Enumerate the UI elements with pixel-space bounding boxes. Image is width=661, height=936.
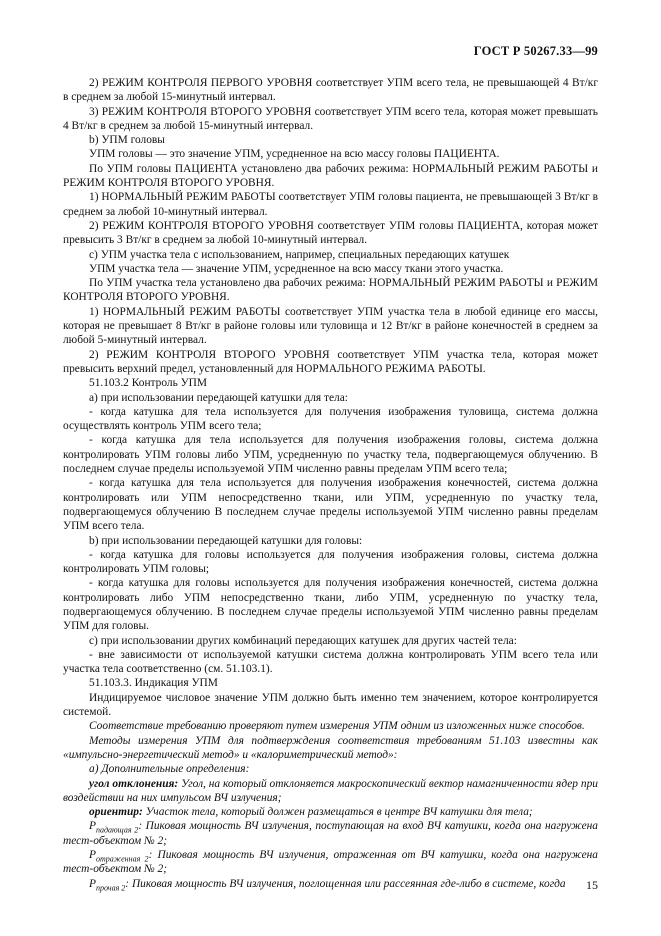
power-definition (63, 848, 598, 877)
power-subscript: прочая 2 (95, 882, 126, 892)
paragraph: УПМ головы — это значение УПМ, усредненное на всю массу головы ПАЦИЕНТА. (89, 148, 500, 161)
section-heading: 51.103.3. Индикация УПМ (89, 677, 218, 690)
paragraph: 3) РЕЖИМ КОНТРОЛЯ ВТОРОГО УРОВНЯ соответствует УПМ всего тела, которая может превышать 4 Вт/кг в среднем за любой 15-минутный интервал. (63, 105, 598, 132)
paragraph: - когда катушка для тела используется для получения изображения туловища, система должна осуществлять контроль УПМ всего тела; (63, 405, 598, 433)
power-text: : Пиковая мощность ВЧ излучения, поглощенная или рассеянная где-либо в системе, когда (125, 877, 566, 890)
paragraph: 2) РЕЖИМ КОНТРОЛЯ ВТОРОГО УРОВНЯ соответствует УПМ участка тела, которая может превысить верхний предел, установленный для НОРМАЛЬНОГО РЕЖИМА РАБОТЫ. (63, 348, 598, 375)
paragraph: Индицируемое числовое значение УПМ должно быть именно тем значением, которое контролируется системой. (63, 691, 598, 719)
definitions-heading: а) Дополнительные определения: (89, 763, 250, 776)
definition-text: Угол, на который отклоняется макроскопический вектор намагниченности ядер при воздействии на них импульсом ВЧ излучения; (63, 777, 598, 804)
paragraph: 2) РЕЖИМ КОНТРОЛЯ ПЕРВОГО УРОВНЯ соответствует УПМ всего тела, не превышающей 4 Вт/кг в среднем за любой 15-минутный интервал. (63, 77, 598, 104)
paragraph: 1) НОРМАЛЬНЫЙ РЕЖИМ РАБОТЫ соответствует УПМ головы пациента, не превышающей 3 Вт/кг в среднем за любой 10-минутный интервал. (63, 191, 598, 218)
power-subscript: отраженная 2 (95, 854, 149, 864)
paragraph: b) при использовании передающей катушки для головы: (89, 534, 363, 547)
section-heading: 51.103.2 Контроль УПМ (89, 377, 208, 390)
power-symbol: P (89, 849, 96, 862)
power-definition (63, 819, 598, 848)
paragraph: а) при использовании передающей катушки для тела: (89, 391, 348, 404)
paragraph: c) при использовании других комбинаций передающих катушек для других частей тела: (89, 634, 517, 647)
paragraph: - когда катушка для тела используется для получения изображения конечностей, система должна контролировать или УПМ непосредственно ткани, или УПМ, усредненную по участку тела, подвергающемуся облучению В последнем случае пределы используемой УПМ численно равны пределам УПМ всего тела. (63, 477, 598, 533)
paragraph: b) УПМ головы (89, 134, 165, 147)
definition-item (63, 777, 598, 806)
page-number: 15 (586, 878, 598, 892)
power-definition (63, 877, 598, 891)
document-header: ГОСТ Р 50267.33—99 (473, 44, 598, 58)
document-body (63, 76, 598, 891)
paragraph: 1) НОРМАЛЬНЫЙ РЕЖИМ РАБОТЫ соответствует УПМ участка тела в любой единице его массы, которая не превышает 8 Вт/кг в районе головы или туловища и 12 Вт/кг в районе конечностей в среднем за любой 5-минутный интервал. (63, 305, 598, 347)
definition-term: угол отклонения: (89, 777, 179, 790)
power-text: : Пиковая мощность ВЧ излучения, отраженная от ВЧ катушки, когда она нагружена тест-объектом № 2; (63, 849, 598, 876)
paragraph: 2) РЕЖИМ КОНТРОЛЯ ВТОРОГО УРОВНЯ соответствует УПМ головы ПАЦИЕНТА, которая может превысить 3 Вт/кг в среднем за любой 10-минутный интервал. (63, 219, 598, 247)
power-symbol: P (89, 820, 96, 833)
paragraph: По УПМ участка тела установлено два рабочих режима: НОРМАЛЬНЫЙ РЕЖИМ РАБОТЫ и РЕЖИМ КОНТРОЛЯ ВТОРОГО УРОВНЯ. (63, 277, 598, 304)
paragraph: - когда катушка для головы используется для получения изображения головы, система должна контролировать УПМ головы; (63, 548, 598, 576)
power-subscript: падающая 2 (95, 825, 139, 835)
paragraph: - когда катушка для тела используется для получения изображения головы, система должна контролировать УПМ головы либо УПМ, усредненную по участку тела, подвергающемуся облучению. В последнем случае пределы используемой УПМ численно равны пределам УПМ всего тела; (63, 434, 598, 476)
paragraph: - когда катушка для головы используется для получения изображения конечностей, система должна контролировать либо УПМ непосредственно ткани, либо УПМ, усредненную по участку тела, подвергающемуся облучению. В последнем случае пределы используемой УПМ численно равны пределам УПМ для головы. (63, 577, 598, 633)
definition-item (63, 805, 598, 819)
method-note: Методы измерения УПМ для подтверждения соответствия требованиям 51.103 известны как «импульсно-энергетический метод» и «калориметрический метод»: (63, 734, 598, 761)
paragraph: По УПМ головы ПАЦИЕНТА установлено два рабочих режима: НОРМАЛЬНЫЙ РЕЖИМ РАБОТЫ и РЕЖИМ КОНТРОЛЯ ВТОРОГО УРОВНЯ. (63, 162, 598, 190)
power-text: : Пиковая мощность ВЧ излучения, поступающая на вход ВЧ катушки, когда она нагружена тест-объектом № 2; (63, 820, 598, 847)
definition-text: Участок тела, который должен размещаться в центре ВЧ катушки для тела; (142, 806, 533, 819)
paragraph: c) УПМ участка тела с использованием, например, специальных передающих катушек (89, 248, 510, 261)
compliance-note: Соответствие требованию проверяют путем измерения УПМ одним из изложенных ниже способов. (89, 720, 585, 733)
power-symbol: P (89, 877, 96, 890)
definition-term: ориентир: (89, 806, 143, 819)
paragraph: УПМ участка тела — значение УПМ, усредненное на всю массу ткани этого участка. (89, 262, 504, 275)
paragraph: - вне зависимости от используемой катушки система должна контролировать УПМ всего тела или участка тела соответственно (см. 51.103.1). (63, 648, 598, 676)
